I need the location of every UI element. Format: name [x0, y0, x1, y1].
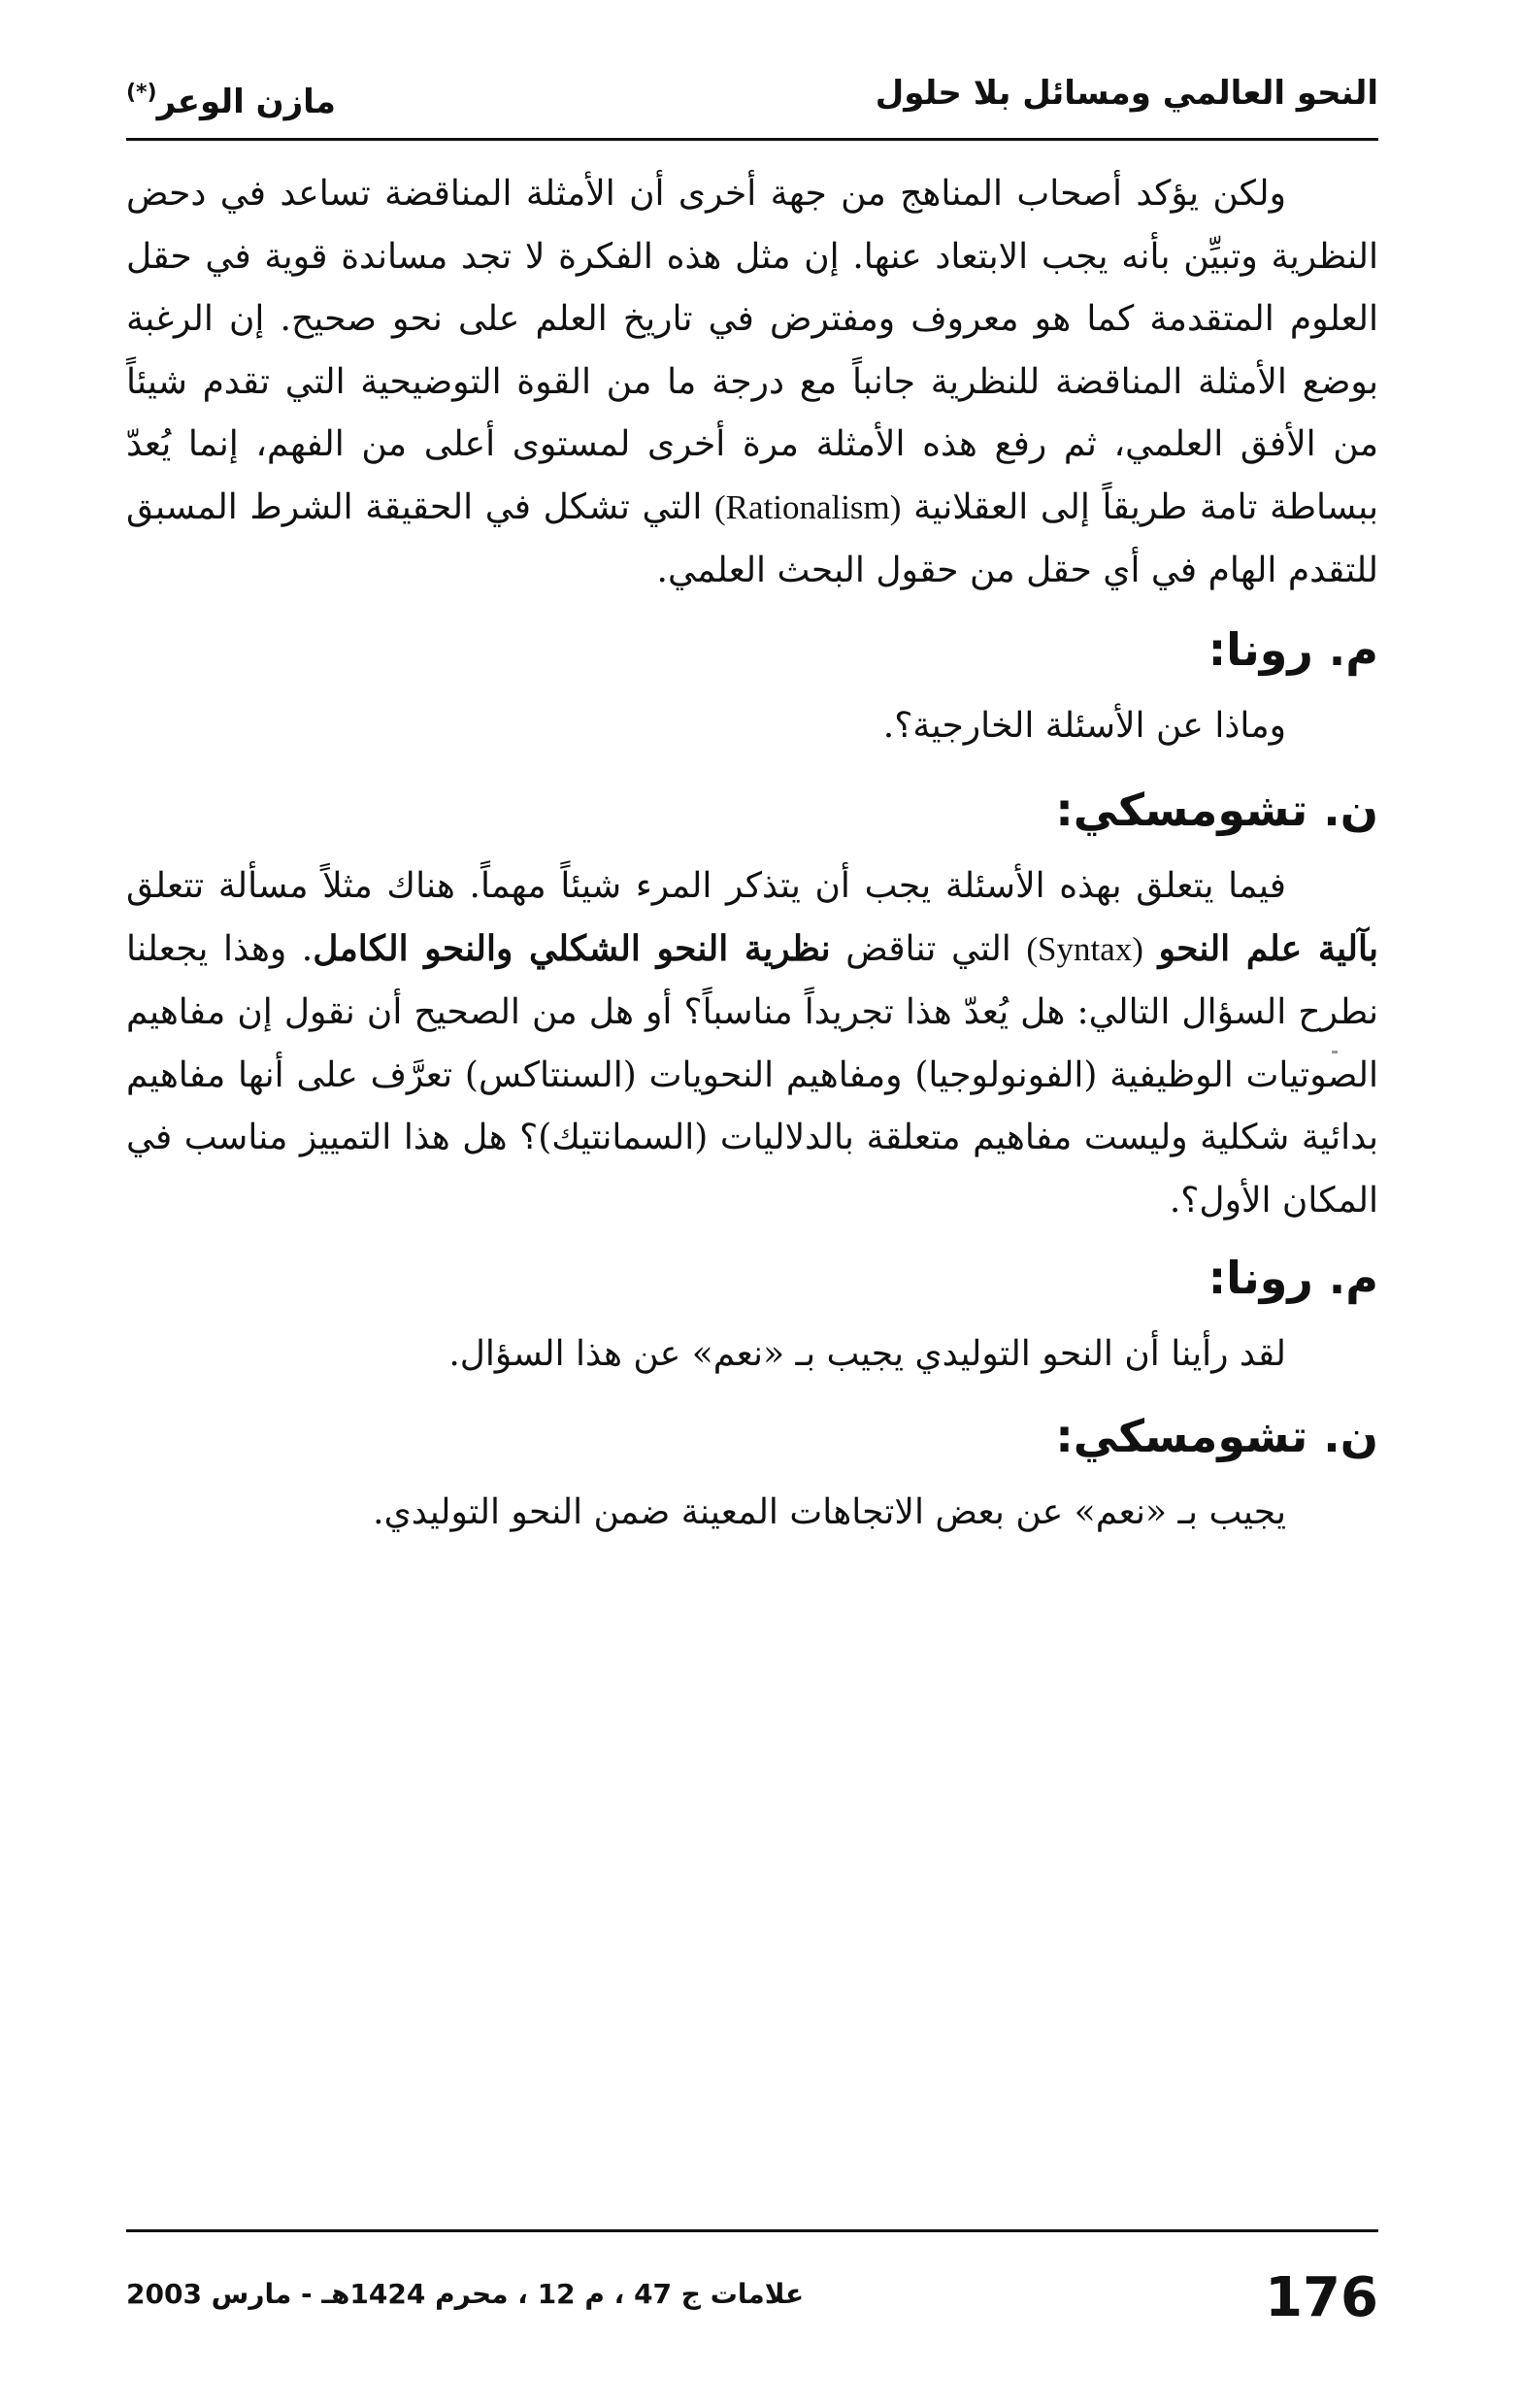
scan-speck	[1332, 1051, 1338, 1054]
author-footnote-mark: (*)	[126, 81, 157, 105]
author-name: مازن الوعر	[156, 83, 336, 121]
speaker-rona-2: م. رونا:	[1208, 1252, 1378, 1305]
body-text	[126, 163, 1378, 1545]
header-author	[126, 64, 336, 131]
paragraph-5: يجيب بـ «نعم» عن بعض الاتجاهات المعينة ضمن النحو التوليدي.	[373, 1491, 1286, 1532]
paragraph-3-text-b: التي تناقض	[845, 929, 1011, 970]
bold-term-formal-grammar: نظرية النحو الشكلي والنحو الكامل	[313, 928, 831, 970]
footer-divider	[126, 2229, 1378, 2232]
running-header	[126, 50, 1378, 141]
paragraph-3-text-a: فيما يتعلق بهذه الأسئلة يجب أن يتذكر المرء شيئاً مهماً. هناك مثلاً مسألة تتعلق	[126, 865, 1286, 906]
latin-term-syntax: (Syntax)	[1026, 930, 1143, 969]
journal-info: علامات ج 47 ، م 12 ، محرم 1424هـ - مارس 2003	[126, 2278, 805, 2310]
paragraph-2: وماذا عن الأسئلة الخارجية؟.	[882, 706, 1286, 747]
paragraph-4: لقد رأينا أن النحو التوليدي يجيب بـ «نعم» عن هذا السؤال.	[448, 1334, 1286, 1375]
paragraph-1	[126, 163, 1378, 602]
paragraph-3-text-c: . وهذا يجعلنا نطرح السؤال التالي: هل يُعدّ هذا تجريداً مناسباً؟ أو هل من الصحيح أن نقول إن مفاهيم الصوتيات الوظيفية (الفونولوجيا) ومفاهيم النحويات (السنتاكس) تعرَّف على أنها مفاهيم بدائية شكلية وليست مفاهيم متعلقة بالدلاليات (السمانتيك)؟ هل هذا التمييز مناسب في المكان الأول؟.	[126, 929, 1378, 1221]
paragraph-1-end: التي تشكل في الحقيقة الشرط المسبق للتقدم الهام في أي حقل من حقول البحث العلمي.	[126, 486, 1378, 590]
latin-term-rationalism: (Rationalism)	[713, 487, 902, 526]
speaker-chomsky: ن. تشومسكي:	[1055, 783, 1378, 836]
speaker-rona: م. رونا:	[1208, 623, 1378, 677]
paragraph-1-text: ولكن يؤكد أصحاب المناهج من جهة أخرى أن الأمثلة المناقضة تساعد في دحض النظرية وتبيِّن بأنه يجب الابتعاد عنها. إن مثل هذه الفكرة لا تجد مساندة قوية في حقل العلوم المتقدمة كما هو معروف ومفترض في تاريخ العلم على نحو صحيح. إن الرغبة بوضع الأمثلة المناقضة للنظرية جانباً مع درجة ما من القوة التوضيحية التي تقدم شيئاً من الأفق العلمي، ثم رفع هذه الأمثلة مرة أخرى لمستوى أعلى من الفهم، إنما يُعدّ ببساطة تامة طريقاً إلى العقلانية	[126, 174, 1379, 527]
header-title: النحو العالمي ومسائل بلا حلول	[875, 74, 1378, 113]
page-number: 176	[1265, 2266, 1378, 2329]
paragraph-3	[126, 855, 1378, 1233]
page-footer	[126, 2264, 1378, 2342]
bold-term-syntax-mechanism: بآلية علم النحو	[1158, 928, 1378, 970]
speaker-chomsky-2: ن. تشومسكي:	[1055, 1409, 1378, 1462]
